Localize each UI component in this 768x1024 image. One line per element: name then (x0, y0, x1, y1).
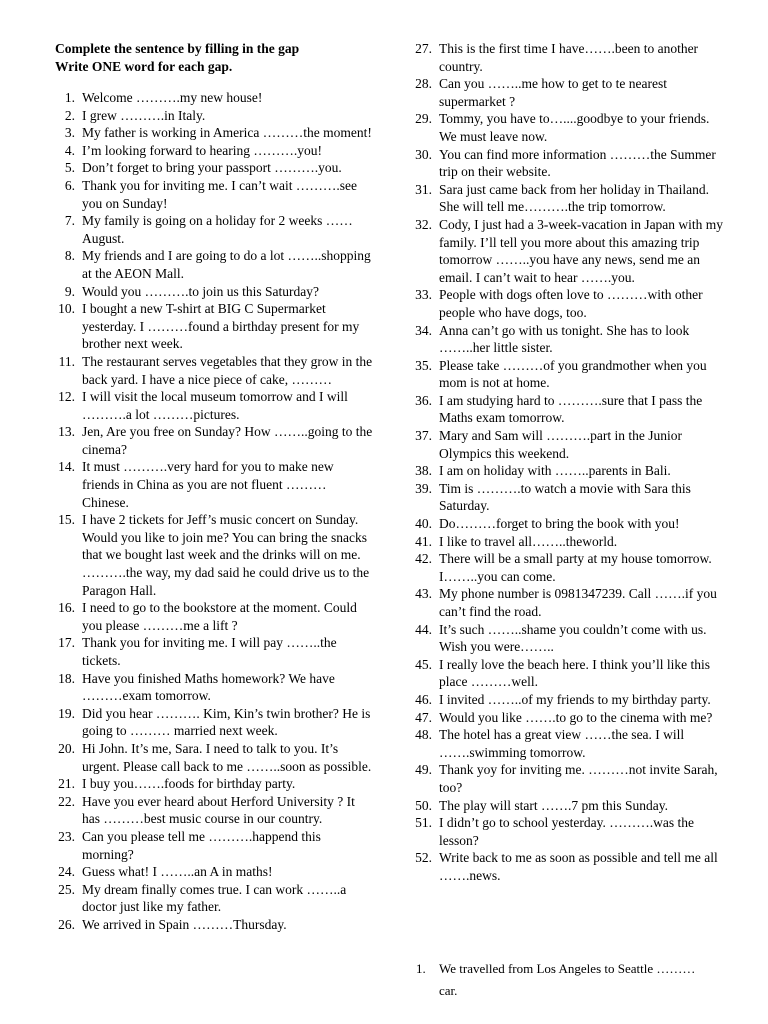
question-item (412, 761, 727, 796)
question-number: 19. (58, 705, 75, 721)
question-text: The play will start …….7 pm this Sunday. (439, 797, 668, 813)
question-text: It must ……….very hard for you to make new friends in China as you are not fluent ……… Chinese. (82, 459, 334, 510)
question-item (412, 550, 727, 585)
question-item (412, 691, 727, 709)
question-number: 36. (415, 392, 432, 408)
extra-question (416, 958, 716, 1002)
question-text: It’s such ……..shame you couldn’t come with us. Wish you were…….. (439, 621, 707, 655)
question-number: 6. (64, 177, 75, 193)
question-number: 43. (415, 586, 432, 602)
question-number: 23. (58, 828, 75, 844)
question-item (55, 828, 373, 863)
question-text: Cody, I just had a 3-week-vacation in Japan with my family. I’ll tell you more about this amazing trip tomorrow ……..you have any news, send me an email. I can’t wait to hear …….you. (439, 216, 724, 285)
question-text: I am studying hard to ……….sure that I pass the Maths exam tomorrow. (439, 392, 703, 426)
question-number: 18. (58, 670, 75, 686)
question-number: 5. (64, 160, 75, 176)
question-item (412, 286, 727, 321)
question-item (55, 423, 373, 458)
question-text: People with dogs often love to ………with other people who have dogs, too. (439, 287, 703, 320)
question-number: 41. (415, 533, 432, 549)
question-item (55, 107, 373, 125)
question-item (55, 142, 373, 160)
question-text: Hi John. It’s me, Sara. I need to talk to you. It’s urgent. Please call back to me ……..soon as possible. (82, 740, 372, 774)
question-number: 38. (415, 463, 432, 479)
question-text: I buy you…….foods for birthday party. (82, 776, 296, 792)
question-text: My father is working in America ………the moment! (82, 125, 372, 141)
question-item (412, 427, 727, 462)
question-number: 14. (58, 459, 75, 475)
question-text: The hotel has a great view ……the sea. I will …….swimming tomorrow. (439, 727, 685, 760)
question-item (55, 283, 373, 301)
question-item (55, 388, 373, 423)
question-number: 46. (415, 691, 432, 707)
question-number: 32. (415, 216, 432, 232)
question-number: 7. (64, 213, 75, 229)
question-text: I didn’t go to school yesterday. ……….was the lesson? (439, 815, 694, 848)
question-number: 21. (58, 776, 75, 792)
question-text: I grew ……….in Italy. (82, 107, 206, 123)
question-item (412, 814, 727, 849)
question-number: 22. (58, 793, 75, 809)
question-item (55, 159, 373, 177)
question-number: 11. (58, 353, 75, 369)
question-text: Thank you for inviting me. I will pay ……..the tickets. (82, 635, 337, 668)
question-number: 42. (415, 551, 432, 567)
question-text: Please take ………of you grandmother when you mom is not at home. (439, 357, 707, 391)
question-item (55, 670, 373, 705)
question-item (55, 775, 373, 793)
question-number: 40. (415, 516, 432, 532)
question-text: Can you ……..me how to get to te nearest supermarket ? (439, 76, 667, 109)
question-item (55, 458, 373, 511)
question-number: 26. (58, 916, 75, 932)
question-item (412, 621, 727, 656)
question-number: 34. (415, 322, 432, 338)
question-text: This is the first time I have…….been to another country. (439, 41, 699, 74)
question-text: Do………forget to bring the book with you! (439, 516, 680, 532)
question-item (412, 322, 727, 357)
question-item (55, 89, 373, 107)
question-item (412, 480, 727, 515)
question-text: My dream finally comes true. I can work ……..a doctor just like my father. (82, 881, 347, 915)
question-number: 47. (415, 709, 432, 725)
question-number: 27. (415, 41, 432, 56)
question-text: Thank yoy for inviting me. ………not invite Sarah, too? (439, 762, 718, 795)
question-text: We arrived in Spain ………Thursday. (82, 916, 287, 932)
question-text: Would you like …….to go to the cinema with me? (439, 709, 713, 725)
question-text: I’m looking forward to hearing ……….you! (82, 142, 322, 158)
instruction-line-2: Write ONE word for each gap. (55, 59, 233, 74)
question-number: 28. (415, 76, 432, 92)
question-number: 52. (415, 850, 432, 866)
question-number: 24. (58, 864, 75, 880)
question-number: 1. (64, 90, 75, 105)
question-item (412, 656, 727, 691)
question-number: 4. (64, 142, 75, 158)
question-item (412, 110, 727, 145)
question-text: Have you ever heard about Herford University ? It has ………best music course in our country. (82, 793, 355, 827)
question-text: Write back to me as soon as possible and tell me all …….news. (439, 850, 718, 883)
question-item (55, 634, 373, 669)
question-number: 51. (415, 815, 432, 831)
question-number: 39. (415, 480, 432, 496)
question-text: Anna can’t go with us tonight. She has to look ……..her little sister. (439, 322, 690, 356)
question-number: 16. (58, 600, 75, 616)
question-item (412, 357, 727, 392)
question-number: 10. (58, 301, 75, 317)
question-number: 29. (415, 111, 432, 127)
question-item (55, 300, 373, 353)
question-text: Sara just came back from her holiday in Thailand. She will tell me……….the trip tomorrow. (439, 181, 710, 215)
question-text: The restaurant serves vegetables that they grow in the back yard. I have a nice piece of cake, ……… (82, 353, 373, 387)
question-text: My family is going on a holiday for 2 weeks ……August. (82, 213, 353, 246)
extra-question-number: 1. (416, 961, 426, 976)
question-text: Don’t forget to bring your passport ……….you. (82, 160, 342, 176)
question-text: Mary and Sam will ……….part in the Junior Olympics this weekend. (439, 428, 682, 461)
question-text: I need to go to the bookstore at the moment. Could you please ………me a lift ? (82, 600, 357, 633)
question-text: My phone number is 0981347239. Call …….if you can’t find the road. (439, 586, 717, 619)
question-number: 48. (415, 727, 432, 743)
question-text: I am on holiday with ……..parents in Bali. (439, 463, 671, 479)
question-text: I bought a new T-shirt at BIG C Supermarket yesterday. I ………found a birthday present for my brother next week. (82, 301, 360, 352)
question-text: My friends and I are going to do a lot ……..shopping at the AEON Mall. (82, 248, 371, 281)
question-item (412, 392, 727, 427)
question-number: 13. (58, 424, 75, 440)
question-item (55, 863, 373, 881)
question-number: 45. (415, 656, 432, 672)
question-item (412, 515, 727, 533)
question-text: I have 2 tickets for Jeff’s music concert on Sunday. Would you like to join me? You can bring the snacks that we bought last week and the drinks will on me. ……….the way, my dad said he could drive us to the Paragon Hall. (82, 512, 370, 598)
question-text: Would you ……….to join us this Saturday? (82, 283, 320, 299)
question-item (412, 181, 727, 216)
question-number: 50. (415, 797, 432, 813)
question-item (55, 705, 373, 740)
question-item (55, 247, 373, 282)
question-text: I will visit the local museum tomorrow and I will ……….a lot ………pictures. (82, 389, 348, 422)
right-column (412, 40, 727, 885)
question-item (55, 916, 373, 934)
question-number: 25. (58, 881, 75, 897)
question-number: 9. (64, 283, 75, 299)
question-item (412, 216, 727, 286)
question-number: 37. (415, 428, 432, 444)
question-item (55, 740, 373, 775)
question-text: Guess what! I ……..an A in maths! (82, 864, 273, 880)
left-column (55, 40, 373, 934)
instruction-line-1: Complete the sentence by filling in the gap (55, 41, 300, 56)
question-number: 15. (58, 512, 75, 528)
question-item (55, 177, 373, 212)
question-item (55, 212, 373, 247)
question-text: Tommy, you have to…....goodbye to your friends. We must leave now. (439, 111, 710, 144)
extra-question-text: We travelled from Los Angeles to Seattle ……… (439, 961, 696, 976)
question-number: 49. (415, 762, 432, 778)
question-text: Have you finished Maths homework? We have ………exam tomorrow. (82, 670, 335, 704)
question-item (55, 599, 373, 634)
question-item (412, 585, 727, 620)
question-text: I invited ……..of my friends to my birthday party. (439, 691, 711, 707)
question-number: 8. (64, 248, 75, 264)
question-number: 30. (415, 146, 432, 162)
question-item (412, 75, 727, 110)
question-item (412, 709, 727, 727)
question-text: Did you hear ………. Kim, Kin’s twin brother? He is going to ……… married next week. (82, 705, 371, 739)
extra-question-continuation: car. (439, 983, 458, 998)
question-number: 3. (64, 125, 75, 141)
question-text: There will be a small party at my house tomorrow. I……..you can come. (439, 551, 712, 584)
question-item (412, 849, 727, 884)
question-text: You can find more information ………the Summer trip on their website. (439, 146, 716, 180)
question-item (55, 124, 373, 142)
question-number: 35. (415, 357, 432, 373)
question-text: Welcome ……….my new house! (82, 90, 263, 105)
question-item (412, 533, 727, 551)
question-text: I like to travel all……..theworld. (439, 533, 618, 549)
question-text: I really love the beach here. I think you’ll like this place ………well. (439, 656, 711, 690)
question-number: 17. (58, 635, 75, 651)
right-question-list (412, 40, 727, 885)
question-number: 33. (415, 287, 432, 303)
question-item (55, 511, 373, 599)
question-number: 20. (58, 740, 75, 756)
question-item (55, 793, 373, 828)
question-text: Can you please tell me ……….happend this morning? (82, 828, 321, 862)
question-number: 12. (58, 389, 75, 405)
question-item (412, 40, 727, 75)
question-item (412, 726, 727, 761)
question-item (412, 146, 727, 181)
question-item (55, 881, 373, 916)
question-number: 31. (415, 181, 432, 197)
question-number: 44. (415, 621, 432, 637)
question-item (412, 797, 727, 815)
question-item (55, 353, 373, 388)
question-text: Tim is ……….to watch a movie with Sara this Saturday. (439, 480, 691, 514)
question-text: Thank you for inviting me. I can’t wait ……….see you on Sunday! (82, 177, 357, 211)
left-question-list (55, 89, 373, 934)
question-item (412, 462, 727, 480)
question-number: 2. (64, 107, 75, 123)
question-text: Jen, Are you free on Sunday? How ……..going to the cinema? (82, 424, 373, 457)
